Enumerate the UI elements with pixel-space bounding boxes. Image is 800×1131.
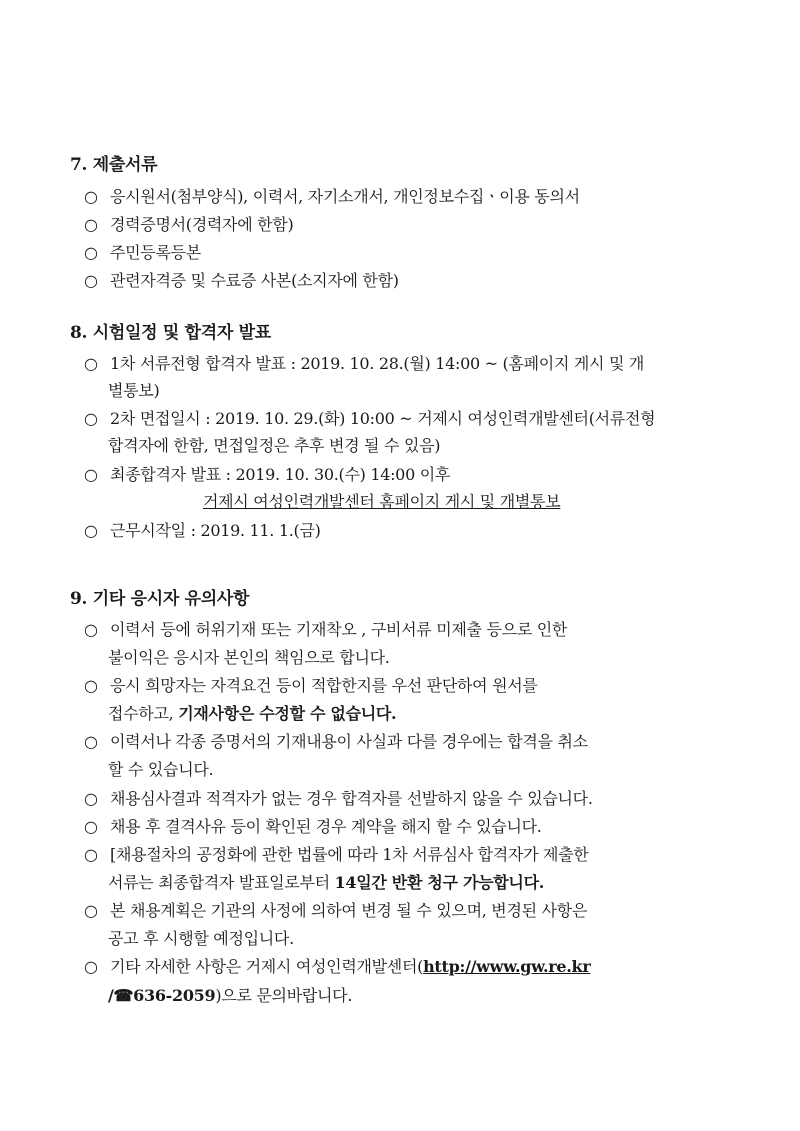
- bullet-icon: ○: [84, 243, 98, 262]
- bullet-icon: ○: [84, 817, 98, 836]
- list-item: ○ 채용 후 결격사유 등이 확인된 경우 계약을 해지 할 수 있습니다.: [84, 817, 542, 836]
- list-item: ○ 이력서 등에 허위기재 또는 기재착오 , 구비서류 미제출 등으로 인한: [84, 620, 568, 639]
- section-9-title: 9. 기타 응시자 유의사항: [70, 589, 250, 609]
- notice-underlined: 거제시 여성인력개발센터 홈페이지 게시 및 개별통보: [203, 492, 561, 511]
- list-item: ○ 1차 서류전형 합격자 발표 : 2019. 10. 28.(월) 14:00 ~ (홈페이지 게시 및 개: [84, 354, 645, 373]
- bullet-icon: ○: [84, 215, 98, 234]
- list-item: ○ 응시 희망자는 자격요건 등이 적합한지를 우선 판단하여 원서를: [84, 676, 538, 695]
- bullet-icon: ○: [84, 271, 98, 290]
- list-item: ○ 관련자격증 및 수료증 사본(소지자에 한함): [84, 271, 399, 290]
- list-item-continuation: 서류는 최종합격자 발표일로부터 14일간 반환 청구 가능합니다.: [108, 873, 545, 892]
- section-7-title: 7. 제출서류: [70, 155, 158, 175]
- website-link[interactable]: http://www.gw.re.kr: [423, 957, 591, 976]
- bullet-icon: ○: [84, 187, 98, 206]
- list-item: ○ 기타 자세한 사항은 거제시 여성인력개발센터(http://www.gw.re.kr: [84, 957, 591, 976]
- list-item-continuation: 불이익은 응시자 본인의 책임으로 합니다.: [108, 648, 390, 667]
- list-item: ○ 응시원서(첨부양식), 이력서, 자기소개서, 개인정보수집ㆍ이용 동의서: [84, 187, 580, 206]
- list-item: ○ 이력서나 각종 증명서의 기재내용이 사실과 다를 경우에는 합격을 취소: [84, 732, 588, 751]
- list-item-continuation: 합격자에 한함, 면접일정은 추후 변경 될 수 있음): [108, 436, 441, 455]
- bullet-icon: ○: [84, 620, 98, 639]
- bullet-icon: ○: [84, 957, 98, 976]
- bullet-icon: ○: [84, 465, 98, 484]
- list-item-continuation: 별통보): [108, 381, 160, 400]
- bullet-icon: ○: [84, 409, 98, 428]
- bullet-icon: ○: [84, 789, 98, 808]
- list-item: ○ 본 채용계획은 기관의 사정에 의하여 변경 될 수 있으며, 변경된 사항은: [84, 901, 588, 920]
- list-item-continuation: 할 수 있습니다.: [108, 760, 214, 779]
- list-item: ○ 주민등록등본: [84, 243, 201, 262]
- list-item-continuation: /☎636-2059)으로 문의바랍니다.: [108, 986, 353, 1005]
- bullet-icon: ○: [84, 845, 98, 864]
- list-item-continuation: 접수하고, 기재사항은 수정할 수 없습니다.: [108, 704, 397, 723]
- bullet-icon: ○: [84, 901, 98, 920]
- list-item: ○ 2차 면접일시 : 2019. 10. 29.(화) 10:00 ~ 거제시 여성인력개발센터(서류전형: [84, 409, 656, 428]
- list-item: ○ [채용절차의 공정화에 관한 법률에 따라 1차 서류심사 합격자가 제출한: [84, 845, 589, 864]
- bullet-icon: ○: [84, 732, 98, 751]
- section-8-title: 8. 시험일정 및 합격자 발표: [70, 323, 271, 343]
- phone-number: /☎636-2059: [108, 986, 216, 1005]
- bullet-icon: ○: [84, 521, 98, 540]
- list-item-continuation: 공고 후 시행할 예정입니다.: [108, 929, 294, 948]
- bullet-icon: ○: [84, 676, 98, 695]
- list-item: ○ 채용심사결과 적격자가 없는 경우 합격자를 선발하지 않을 수 있습니다.: [84, 789, 593, 808]
- list-item: ○ 최종합격자 발표 : 2019. 10. 30.(수) 14:00 이후: [84, 465, 451, 484]
- list-item: ○ 경력증명서(경력자에 한함): [84, 215, 294, 234]
- list-item: ○ 근무시작일 : 2019. 11. 1.(금): [84, 521, 321, 540]
- bullet-icon: ○: [84, 354, 98, 373]
